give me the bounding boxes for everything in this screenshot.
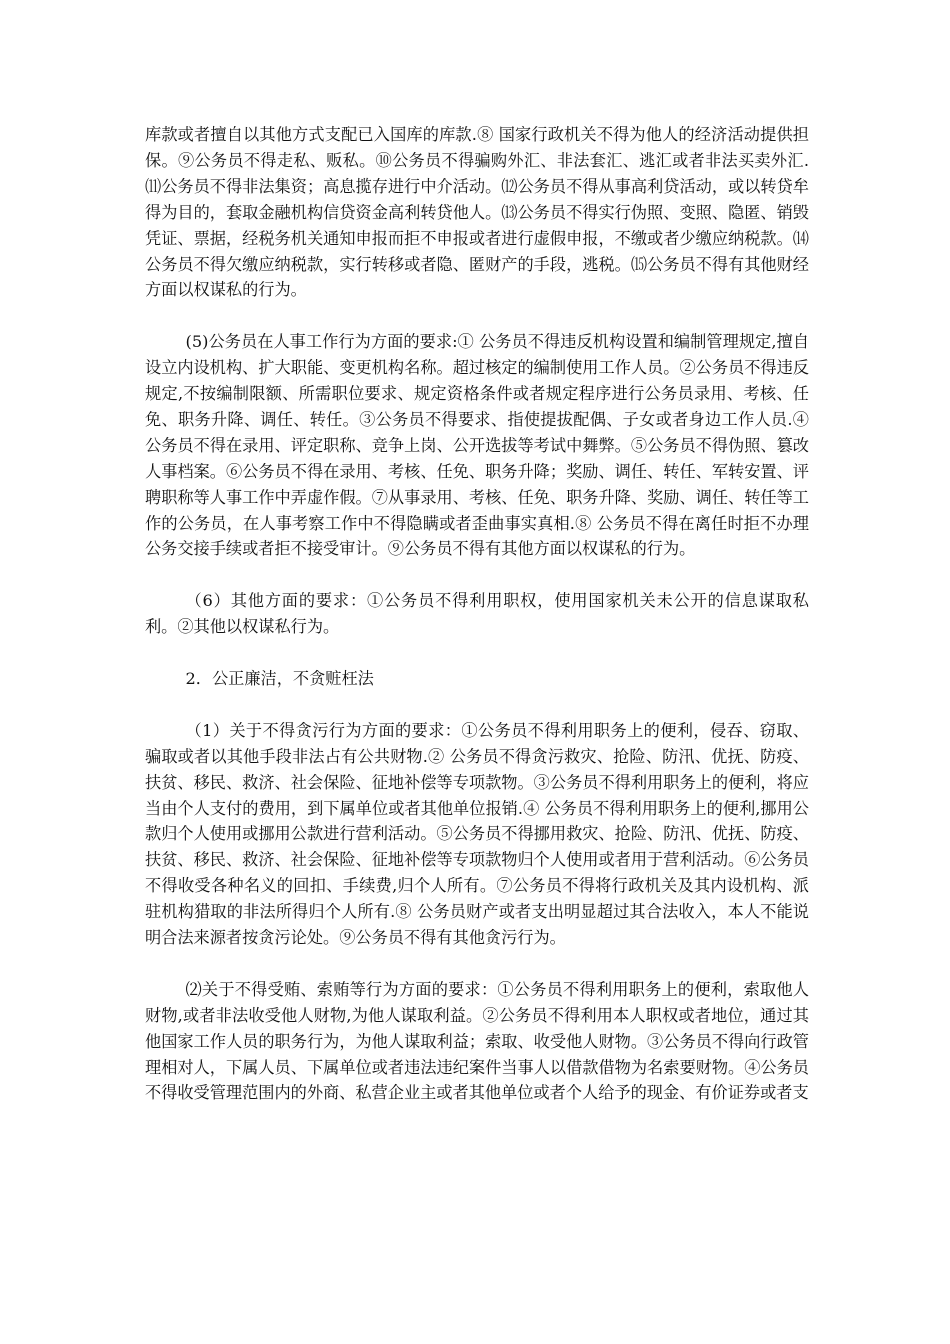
section-heading-integrity: 2．公正廉洁，不贪赃枉法 [185,668,374,688]
paragraph-no-embezzlement: （1）关于不得贪污行为方面的要求：①公务员不得利用职务上的便利，侵吞、窃取、骗取或者以其他手段非法占有公共财物.② 公务员不得贪污救灾、抢险、防汛、优抚、防疫、扶贫、移民、救济、社会保险、征地补偿等专项款物。③公务员不得利用职务上的便利，将应当由个人支付的费用，到下属单位或者其他单位报销.④ 公务员不得利用职务上的便利,挪用公款归个人使用或挪用公款进行营利活动。⑤公务员不得挪用救灾、抢险、防汛、优抚、防疫、扶贫、移民、救济、社会保险、征地补偿等专项款物归个人使用或者用于营利活动。⑥公务员不得收受各种名义的回扣、手续费,归个人所有。⑦公务员不得将行政机关及其内设机构、派驻机构猎取的非法所得归个人所有.⑧ 公务员财产或者支出明显超过其合法收入，本人不能说明合法来源者按贪污论处。⑨公务员不得有其他贪污行为。 [145,720,809,948]
paragraph-no-bribery: ⑵关于不得受贿、索贿等行为方面的要求：①公务员不得利用职务上的便利，索取他人财物,或者非法收受他人财物,为他人谋取利益。②公务员不得利用本人职权或者地位，通过其他国家工作人员的职务行为，为他人谋取利益；索取、收受他人财物。③公务员不得向行政管理相对人，下属人员、下属单位或者违法违纪案件当事人以借款借物为名索要财物。④公务员不得收受管理范围内的外商、私营企业主或者其他单位或者个人给予的现金、有价证券或者支 [145,979,809,1103]
document-page [145,122,809,1132]
paragraph-financial-conduct: 库款或者擅自以其他方式支配已入国库的库款.⑧ 国家行政机关不得为他人的经济活动提供担保。⑨公务员不得走私、贩私。⑩公务员不得骗购外汇、非法套汇、逃汇或者非法买卖外汇.⑾公务员不得非法集资；高息揽存进行中介活动。⑿公务员不得从事高利贷活动，或以转贷牟得为目的，套取金融机构信贷资金高利转贷他人。⒀公务员不得实行伪照、变照、隐匿、销毁凭证、票据，经税务机关通知申报而拒不申报或者进行虚假申报，不缴或者少缴应纳税款。⒁公务员不得欠缴应纳税款，实行转移或者隐、匿财产的手段，逃税。⒂公务员不得有其他财经方面以权谋私的行为。 [145,125,809,300]
paragraph-personnel-conduct: (5)公务员在人事工作行为方面的要求:① 公务员不得违反机构设置和编制管理规定,擅自设立内设机构、扩大职能、变更机构名称。超过核定的编制使用工作人员。②公务员不得违反规定,不按编制限额、所需职位要求、规定资格条件或者规定程序进行公务员录用、考核、任免、职务升降、调任、转任。③公务员不得要求、指使提拔配偶、子女或者身边工作人员.④ 公务员不得在录用、评定职称、竞争上岗、公开选拔等考试中舞弊。⑤公务员不得伪照、篡改人事档案。⑥公务员不得在录用、考核、任免、职务升降；奖励、调任、转任、军转安置、评聘职称等人事工作中弄虚作假。⑦从事录用、考核、任免、职务升降、奖励、调任、转任等工作的公务员，在人事考察工作中不得隐瞒或者歪曲事实真相.⑧ 公务员不得在离任时拒不办理公务交接手续或者拒不接受审计。⑨公务员不得有其他方面以权谋私的行为。 [145,332,809,559]
paragraph-other-requirements: （6）其他方面的要求：①公务员不得利用职权，使用国家机关未公开的信息谋取私利。②其他以权谋私行为。 [145,591,809,637]
